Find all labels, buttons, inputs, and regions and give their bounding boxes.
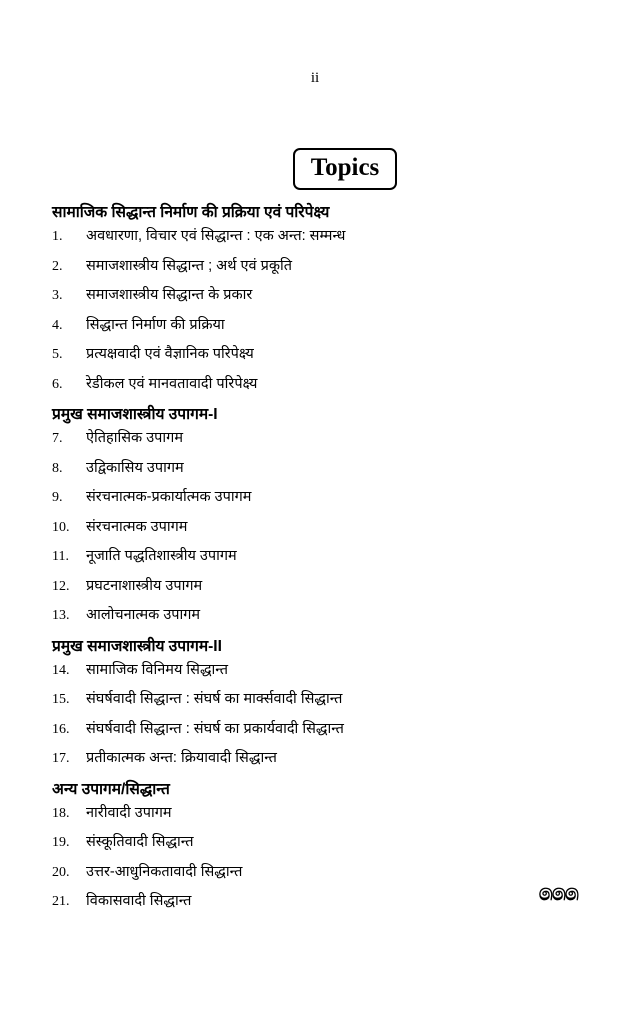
list-item: [52, 802, 582, 822]
list-item-label: संस्कूतिवादी सिद्धान्त: [86, 834, 194, 850]
list-item: [52, 747, 582, 767]
list-item-label: नूजाति पद्धतिशास्त्रीय उपागम: [86, 548, 237, 564]
list-item-label: संघर्षवादी सिद्धान्त : संघर्ष का प्रकार्यवादी सिद्धान्त: [86, 720, 344, 737]
list-item: [52, 575, 582, 595]
page-number: ii: [310, 70, 320, 86]
list-item-number: 14.: [52, 662, 70, 678]
list-item: [52, 718, 582, 738]
list-item-number: 6.: [52, 376, 63, 392]
list-item-label: सिद्धान्त निर्माण की प्रक्रिया: [86, 316, 225, 333]
list-item: [52, 486, 582, 506]
topics-list: [52, 200, 582, 920]
list-item-number: 18.: [52, 805, 70, 821]
list-item-label: अवधारणा, विचार एवं सिद्धान्त : एक अन्त: सम्मन्ध: [86, 228, 346, 244]
list-item-label: ऐतिहासिक उपागम: [86, 430, 183, 446]
list-item-number: 16.: [52, 721, 70, 737]
list-item-label: रेडीकल एवं मानवतावादी परिपेक्ष्य: [86, 375, 258, 392]
list-item: [52, 284, 582, 304]
list-item-label: उत्तर-आधुनिकतावादी सिद्धान्त: [86, 863, 243, 880]
list-item: [52, 688, 582, 708]
list-item-number: 15.: [52, 692, 70, 707]
list-item: [52, 545, 582, 565]
list-item-number: 13.: [52, 608, 70, 623]
list-item-label: प्रघटनाशास्त्रीय उपागम: [86, 577, 203, 594]
list-item: [52, 659, 582, 679]
list-item: [52, 457, 582, 477]
list-item: [52, 225, 582, 245]
list-item-number: 17.: [52, 751, 70, 766]
list-item-number: 10.: [52, 519, 70, 535]
list-item-label: नारीवादी उपागम: [86, 804, 172, 821]
list-item-label: समाजशास्त्रीय सिद्धान्त के प्रकार: [86, 287, 253, 303]
list-item: [52, 861, 582, 881]
list-item-label: संरचनात्मक उपागम: [86, 518, 188, 535]
list-item-number: 21.: [52, 894, 70, 909]
list-item: [52, 604, 582, 624]
list-item-number: 19.: [52, 835, 70, 850]
list-item: [52, 831, 582, 851]
list-item-number: 2.: [52, 258, 63, 274]
page-title-container: [0, 148, 630, 190]
list-item: [52, 343, 582, 363]
decorative-ornament: ෧෧෧: [538, 880, 578, 905]
list-item-number: 7.: [52, 431, 63, 446]
list-item: [52, 255, 582, 275]
list-item-label: संघर्षवादी सिद्धान्त : संघर्ष का मार्क्सवादी सिद्धान्त: [86, 691, 343, 707]
list-item-label: उद्विकासिय उपागम: [86, 459, 184, 476]
section-heading: सामाजिक सिद्धान्त निर्माण की प्रक्रिया एवं परिपेक्ष्य: [52, 204, 330, 221]
section-heading: प्रमुख समाजशास्त्रीय उपागम-I: [52, 406, 218, 423]
list-item-number: 1.: [52, 229, 63, 244]
list-item-label: संरचनात्मक-प्रकार्यात्मक उपागम: [86, 489, 252, 505]
list-item-number: 20.: [52, 864, 70, 880]
list-item: [52, 373, 582, 393]
list-item: [52, 516, 582, 536]
list-item-label: आलोचनात्मक उपागम: [86, 607, 201, 623]
list-item-label: प्रत्यक्षवादी एवं वैज्ञानिक परिपेक्ष्य: [86, 346, 254, 362]
list-item: [52, 427, 582, 447]
list-item-label: समाजशास्त्रीय सिद्धान्त ; अर्थ एवं प्रकूति: [86, 257, 293, 274]
list-item-label: प्रतीकात्मक अन्त: क्रियावादी सिद्धान्त: [86, 750, 277, 766]
list-item-number: 3.: [52, 288, 63, 303]
list-item-number: 12.: [52, 578, 70, 594]
list-item: [52, 314, 582, 334]
section-heading: अन्य उपागम/सिद्धान्त: [52, 780, 170, 798]
list-item: [52, 890, 582, 910]
page-title: Topics: [293, 148, 398, 190]
list-item-number: 11.: [52, 549, 69, 564]
list-item-label: विकासवादी सिद्धान्त: [86, 893, 192, 909]
section-heading: प्रमुख समाजशास्त्रीय उपागम-II: [52, 637, 222, 655]
list-item-number: 4.: [52, 317, 63, 333]
list-item-number: 5.: [52, 347, 63, 362]
list-item-number: 9.: [52, 490, 63, 505]
list-item-number: 8.: [52, 460, 63, 476]
list-item-label: सामाजिक विनिमय सिद्धान्त: [86, 661, 229, 678]
